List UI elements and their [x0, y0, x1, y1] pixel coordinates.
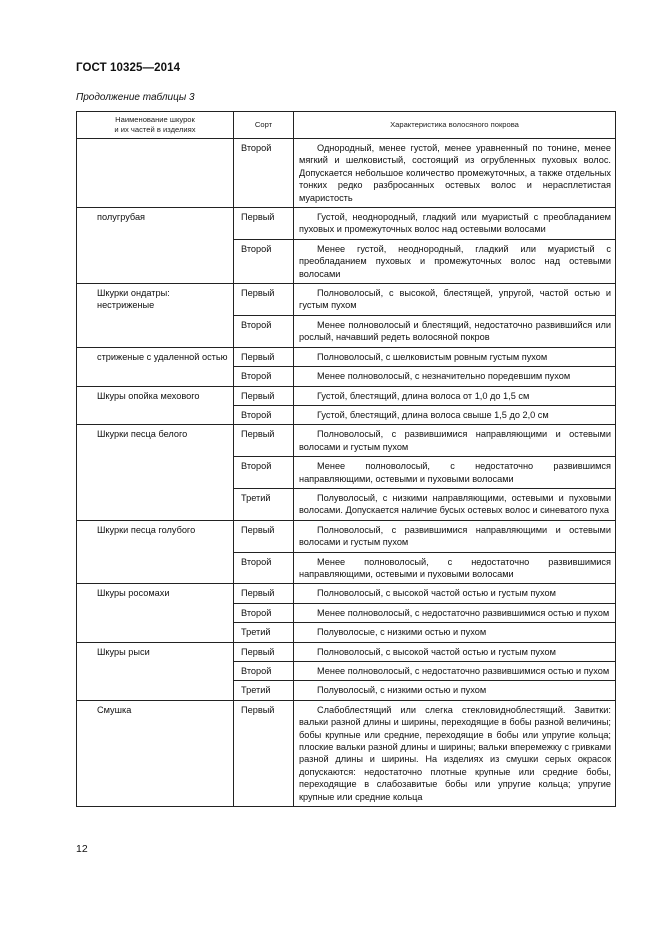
- description-cell: Полноволосый, с высокой, блестящей, упругой, частой остью и густым пухом: [294, 284, 616, 316]
- table-row: [77, 700, 616, 806]
- table-header-row: [77, 112, 616, 139]
- description-cell: Полноволосый, с высокой частой остью и густым пухом: [294, 584, 616, 603]
- description-cell: Однородный, менее густой, менее уравненный по тонине, менее мягкий и шелковистый, состоящий из огрубленных пуховых волос. Допускается небольшое количество промежуточных, а также отдельных тонких редко разбросанных остевых волос и нерасплетистая муаристость: [294, 139, 616, 208]
- description-cell: Полноволосый, с развившимися направляющими и остевыми волосами и густым пухом: [294, 425, 616, 457]
- table-body: [77, 139, 616, 807]
- table-row: [77, 425, 616, 457]
- grade-cell: Первый: [234, 386, 294, 405]
- grade-cell: Второй: [234, 139, 294, 208]
- table-row: [77, 584, 616, 603]
- document-header: ГОСТ 10325—2014: [76, 62, 181, 74]
- grade-cell: Третий: [234, 681, 294, 700]
- description-cell: Менее полноволосый и блестящий, недостаточно развившийся или рослый, начавший редеть волосяной покров: [294, 315, 616, 347]
- column-header-grade: Сорт: [234, 112, 294, 139]
- grade-cell: Первый: [234, 284, 294, 316]
- item-name-cell: Шкуры рыси: [77, 642, 234, 700]
- table-row: [77, 139, 616, 208]
- item-name-cell: Шкурки песца голубого: [77, 520, 234, 584]
- description-cell: Полуволосый, с низкими направляющими, остевыми и пуховыми волосами. Допускается наличие бусых остевых волос и синеватого пуха: [294, 488, 616, 520]
- grade-cell: Третий: [234, 488, 294, 520]
- description-cell: Менее полноволосый, с недостаточно развившимися направляющими, остевыми и пуховыми волосами: [294, 552, 616, 584]
- item-name-cell: полугрубая: [77, 208, 234, 284]
- grade-cell: Второй: [234, 552, 294, 584]
- table-row: [77, 347, 616, 366]
- table-row: [77, 386, 616, 405]
- description-cell: Менее густой, неоднородный, гладкий или муаристый с преобладанием пуховых и промежуточных волос над остевыми волосами: [294, 239, 616, 283]
- description-cell: Менее полноволосый, с незначительно поредевшим пухом: [294, 367, 616, 386]
- grade-cell: Первый: [234, 642, 294, 661]
- description-cell: Полуволосый, с низкими остью и пухом: [294, 681, 616, 700]
- description-cell: Полуволосые, с низкими остью и пухом: [294, 623, 616, 642]
- description-cell: Густой, неоднородный, гладкий или муаристый с преобладанием пуховых и промежуточных волос над остевыми волосами: [294, 208, 616, 240]
- item-name-cell: Шкурки песца белого: [77, 425, 234, 520]
- item-name-cell: стриженые с удаленной остью: [77, 347, 234, 386]
- page-number: 12: [76, 843, 88, 855]
- grade-cell: Второй: [234, 315, 294, 347]
- description-cell: Полноволосый, с высокой частой остью и густым пухом: [294, 642, 616, 661]
- table-caption: Продолжение таблицы 3: [76, 92, 195, 103]
- description-cell: Менее полноволосый, с недостаточно развившимися остью и пухом: [294, 603, 616, 622]
- item-name-cell: Шкуры росомахи: [77, 584, 234, 642]
- table-row: [77, 208, 616, 240]
- grade-cell: Первый: [234, 584, 294, 603]
- item-name-cell: Шкурки ондатры: нестриженые: [77, 284, 234, 348]
- grade-cell: Второй: [234, 367, 294, 386]
- column-header-name: Наименование шкурок и их частей в изделиях: [77, 112, 234, 139]
- table-row: [77, 520, 616, 552]
- grade-cell: Второй: [234, 662, 294, 681]
- grade-cell: Второй: [234, 239, 294, 283]
- grade-cell: Второй: [234, 405, 294, 424]
- description-cell: Менее полноволосый, с недостаточно развившимся направляющими, остевыми и пуховыми волосами: [294, 457, 616, 489]
- description-cell: Полноволосый, с развившимися направляющими и остевыми волосами и густым пухом: [294, 520, 616, 552]
- column-header-description: Характеристика волосяного покрова: [294, 112, 616, 139]
- item-name-cell: Смушка: [77, 700, 234, 806]
- item-name-cell: [77, 139, 234, 208]
- grade-cell: Первый: [234, 208, 294, 240]
- description-cell: Слабоблестящий или слегка стекловиднoблестящий. Завитки: вальки разной длины и ширины, переходящие в бобы разной величины; бобы крупные или средние, переходящие в бобы или упругие кольца; плоские вальки разной длины и ширины; вальки вперемежку с гривками разной длины и ширины. На изделиях из смушки серых окрасок допускаются: недостаточно плотные крупные или средние бобы, переходящие в слабозавитые бобы или упругие кольца; упругие крупные или средние кольца: [294, 700, 616, 806]
- fur-quality-table: [76, 111, 616, 807]
- grade-cell: Третий: [234, 623, 294, 642]
- grade-cell: Второй: [234, 603, 294, 622]
- description-cell: Густой, блестящий, длина волоса от 1,0 до 1,5 см: [294, 386, 616, 405]
- item-name-cell: Шкуры опойка мехового: [77, 386, 234, 425]
- description-cell: Густой, блестящий, длина волоса свыше 1,5 до 2,0 см: [294, 405, 616, 424]
- grade-cell: Первый: [234, 520, 294, 552]
- table-row: [77, 284, 616, 316]
- table-row: [77, 642, 616, 661]
- grade-cell: Первый: [234, 425, 294, 457]
- grade-cell: Первый: [234, 347, 294, 366]
- description-cell: Менее полноволосый, с недостаточно развившимися остью и пухом: [294, 662, 616, 681]
- description-cell: Полноволосый, с шелковистым ровным густым пухом: [294, 347, 616, 366]
- grade-cell: Второй: [234, 457, 294, 489]
- grade-cell: Первый: [234, 700, 294, 806]
